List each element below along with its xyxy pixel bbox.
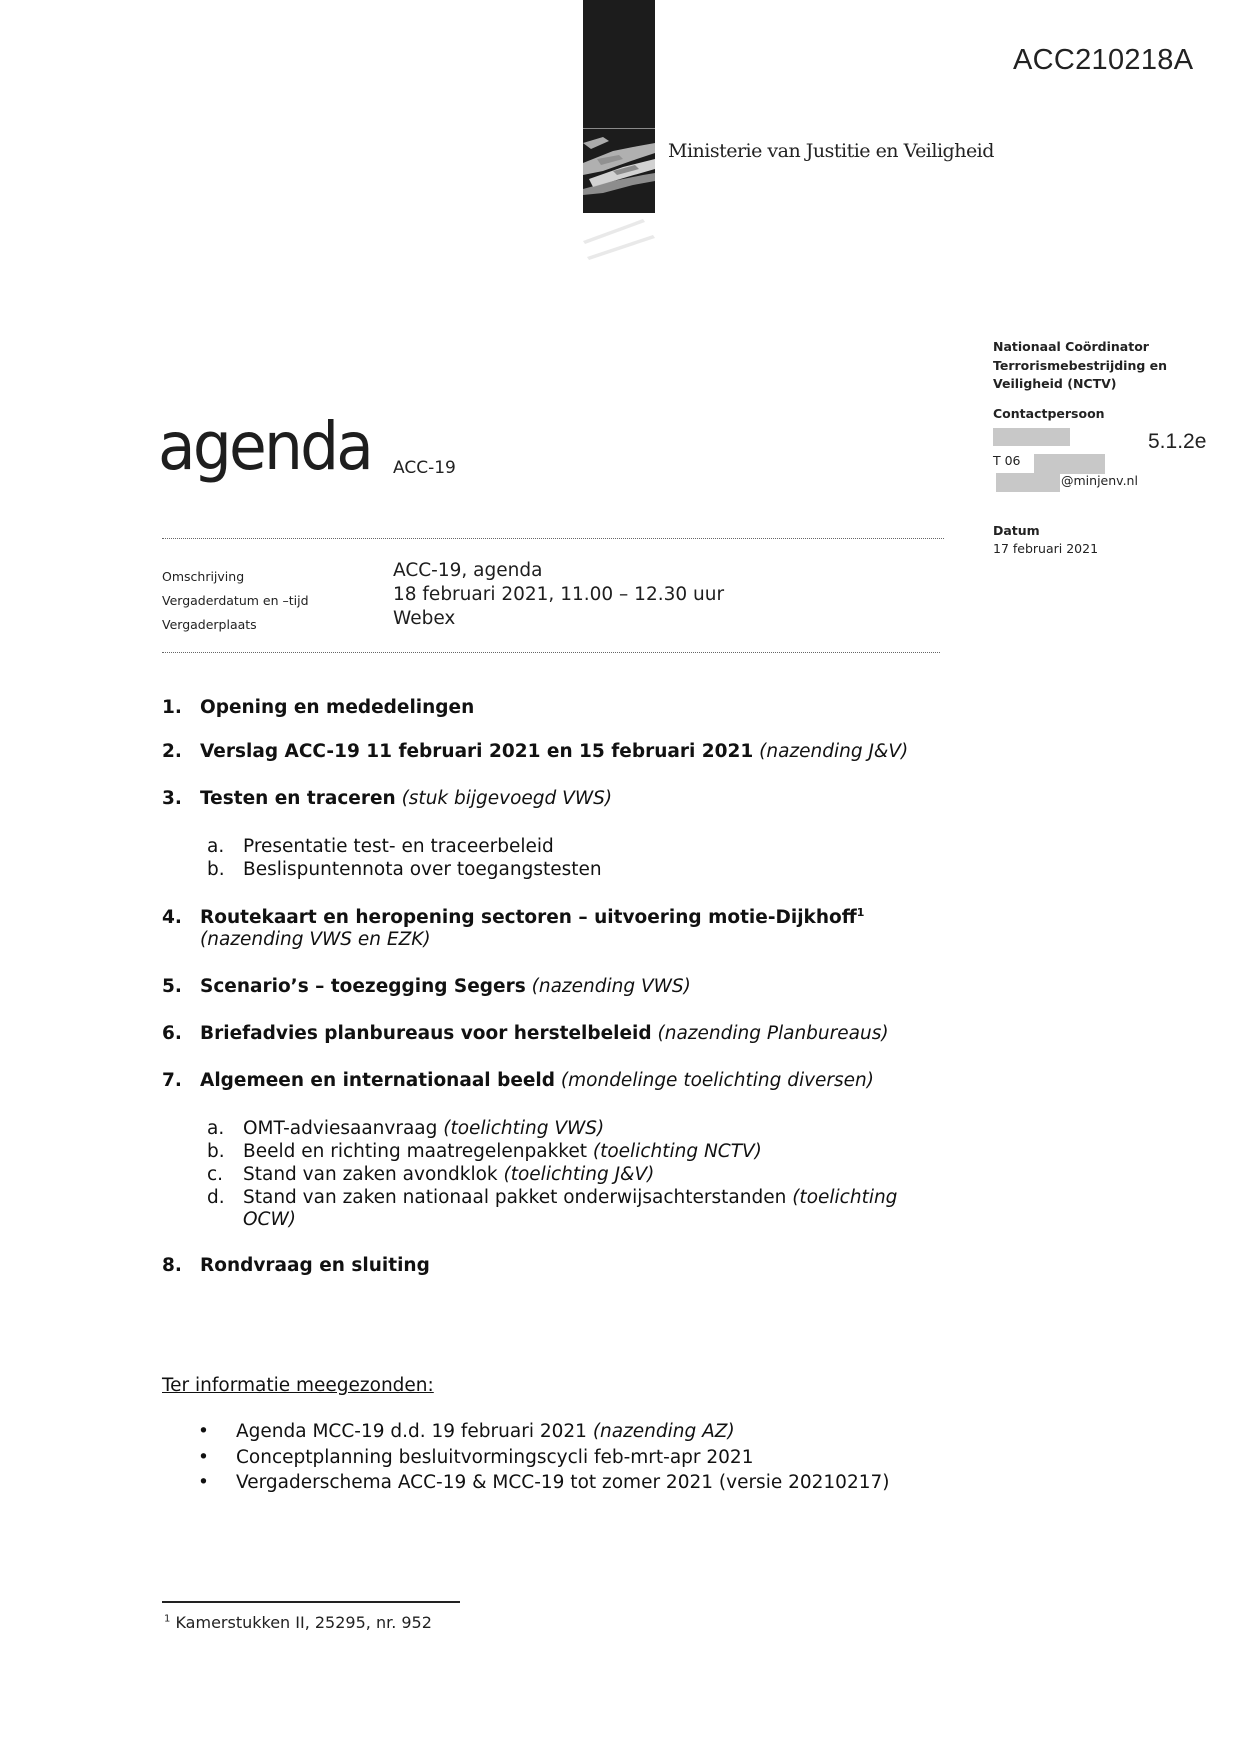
footnote-mark: 1 <box>164 1613 171 1625</box>
contact-label: Contactpersoon <box>993 406 1105 421</box>
subitem-text: Stand van zaken avondklok <box>243 1164 498 1185</box>
item-note: (nazending J&V) <box>759 741 909 762</box>
footnote-text: Kamerstukken II, 25295, nr. 952 <box>170 1613 432 1632</box>
org-line-3: Veiligheid (NCTV) <box>993 376 1117 391</box>
item-title: Rondvraag en sluiting <box>200 1255 430 1276</box>
date-label: Datum <box>993 523 1040 538</box>
info-item-text: Vergaderschema ACC-19 & MCC-19 tot zomer 2021 (versie 20210217) <box>236 1472 890 1493</box>
info-item-note: (nazending AZ) <box>592 1421 735 1442</box>
item-number: 4. <box>162 907 182 929</box>
subitem-letter: b. <box>207 1141 225 1162</box>
email-suffix: @minjenv.nl <box>1061 473 1138 488</box>
item-title: Briefadvies planbureaus voor herstelbeleid <box>200 1023 652 1044</box>
item-number: 1. <box>162 697 182 718</box>
agenda-item <box>162 976 691 997</box>
item-title: Routekaart en heropening sectoren – uitvoering motie-Dijkhoff <box>200 907 857 929</box>
bullet-icon: • <box>198 1472 209 1493</box>
agenda-subitem <box>207 859 602 880</box>
redaction-box <box>993 428 1070 446</box>
subitem-letter: d. <box>207 1187 225 1208</box>
info-item-text: Agenda MCC-19 d.d. 19 februari 2021 <box>236 1421 587 1442</box>
info-list-item <box>198 1421 735 1442</box>
bullet-icon: • <box>198 1447 209 1468</box>
org-line-2: Terrorismebestrijding en <box>993 357 1168 373</box>
subitem-note: (toelichting J&V) <box>503 1164 655 1185</box>
subitem-letter: c. <box>207 1164 224 1185</box>
redaction-code: 5.1.2e <box>1148 430 1207 453</box>
item-note: (nazending Planbureaus) <box>657 1023 889 1044</box>
sidebar-organisation <box>993 338 1167 394</box>
item-title: Verslag ACC-19 11 februari 2021 en 15 februari 2021 <box>200 741 754 762</box>
ministry-name: Ministerie van Justitie en Veiligheid <box>668 140 994 162</box>
item-number: 5. <box>162 976 182 997</box>
subitem-text: OMT-adviesaanvraag <box>243 1118 438 1139</box>
subitem-text: Beeld en richting maatregelenpakket <box>243 1141 587 1162</box>
date-value: 17 februari 2021 <box>993 541 1099 556</box>
logo-fade <box>583 213 655 263</box>
agenda-item <box>162 697 474 718</box>
phone-prefix: T 06 <box>993 453 1021 468</box>
item-title: Opening en mededelingen <box>200 697 475 718</box>
item-number: 7. <box>162 1070 182 1091</box>
subitem-note-continued: OCW) <box>243 1209 296 1230</box>
item-number: 3. <box>162 788 182 809</box>
redaction-box <box>996 473 1060 492</box>
subitem-note: (toelichting <box>792 1187 898 1208</box>
divider <box>162 652 940 653</box>
agenda-item <box>162 741 908 762</box>
subitem-letter: a. <box>207 1118 225 1139</box>
item-note: (nazending VWS en EZK) <box>200 929 431 950</box>
footnote-ref[interactable]: 1 <box>856 906 865 919</box>
footnote-rule <box>162 1601 460 1603</box>
org-line-1: Nationaal Coördinator <box>993 339 1149 354</box>
item-number: 8. <box>162 1255 182 1276</box>
subitem-text: Stand van zaken nationaal pakket onderwijsachterstanden <box>243 1187 787 1208</box>
item-note: (mondelinge toelichting diversen) <box>560 1070 874 1091</box>
item-number: 2. <box>162 741 182 762</box>
meta-value-description: ACC-19, agenda <box>393 560 543 581</box>
agenda-subitem <box>207 1187 897 1208</box>
subitem-letter: a. <box>207 836 225 857</box>
info-item-text: Conceptplanning besluitvormingscycli feb-mrt-apr 2021 <box>236 1447 754 1468</box>
agenda-item <box>162 1255 430 1276</box>
subitem-text: Beslispuntennota over toegangstesten <box>243 859 602 880</box>
item-number: 6. <box>162 1023 182 1044</box>
meta-value-datetime: 18 februari 2021, 11.00 – 12.30 uur <box>393 584 725 605</box>
meta-value-location: Webex <box>393 608 456 629</box>
meta-label-location: Vergaderplaats <box>162 617 257 632</box>
subitem-note: (toelichting VWS) <box>443 1118 605 1139</box>
agenda-item <box>162 788 612 809</box>
agenda-subitem <box>207 1118 604 1139</box>
redaction-box <box>1034 454 1105 474</box>
bullet-icon: • <box>198 1421 209 1442</box>
info-heading: Ter informatie meegezonden: <box>162 1375 434 1396</box>
page-title: agenda <box>158 408 372 485</box>
agenda-item <box>162 1070 874 1091</box>
info-list-item <box>198 1472 889 1493</box>
meta-label-datetime: Vergaderdatum en –tijd <box>162 593 309 608</box>
document-code: ACC210218A <box>1013 44 1194 76</box>
subitem-note: (toelichting NCTV) <box>592 1141 762 1162</box>
divider <box>162 538 944 539</box>
agenda-subitem <box>207 1164 654 1185</box>
meta-label-description: Omschrijving <box>162 569 245 584</box>
item-note: (stuk bijgevoegd VWS) <box>401 788 613 809</box>
item-title: Testen en traceren <box>200 788 396 809</box>
item-note: (nazending VWS) <box>531 976 691 997</box>
agenda-subitem <box>207 1141 762 1162</box>
page-subtitle: ACC-19 <box>393 458 456 478</box>
agenda-item <box>162 906 864 928</box>
footnote <box>164 1613 432 1632</box>
item-title: Scenario’s – toezegging Segers <box>200 976 526 997</box>
item-title: Algemeen en internationaal beeld <box>200 1070 556 1091</box>
rijkslint-logo-icon <box>583 129 655 213</box>
info-list-item <box>198 1447 753 1468</box>
agenda-subitem <box>207 836 554 857</box>
subitem-text: Presentatie test- en traceerbeleid <box>243 836 554 857</box>
subitem-letter: b. <box>207 859 225 880</box>
agenda-item <box>162 1023 889 1044</box>
